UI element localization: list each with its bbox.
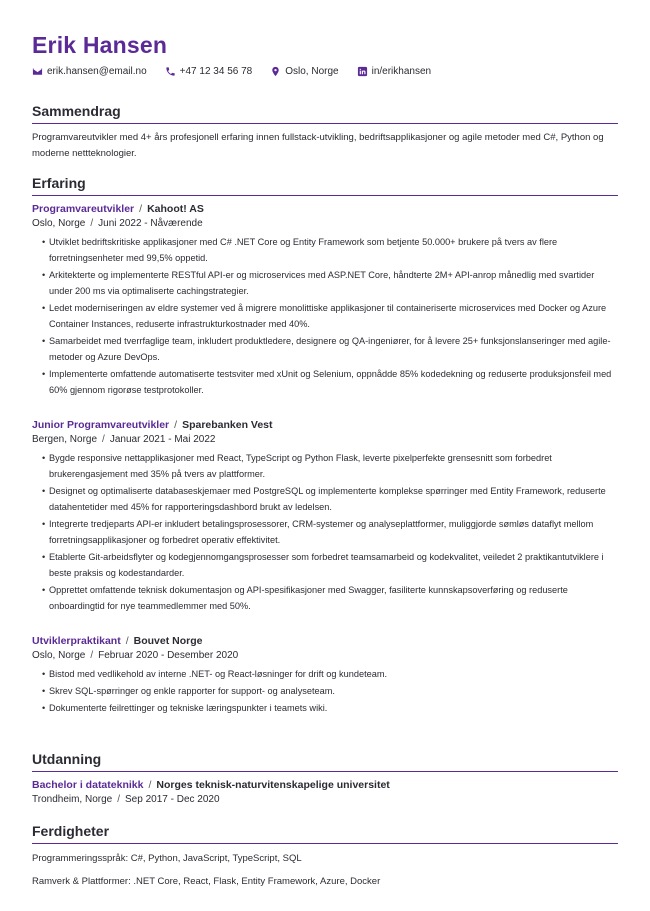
location-pin-icon [270,66,281,77]
contact-email[interactable] [32,66,147,77]
job-dates: Februar 2020 - Desember 2020 [98,650,239,661]
job-company: Kahoot! AS [147,203,204,215]
job-title: Programvareutvikler [32,203,135,215]
experience-section [32,175,618,717]
phone-text: +47 12 34 56 78 [179,66,253,77]
candidate-name: Erik Hansen [32,32,168,58]
job-meta: Oslo, Norge / Juni 2022 - Nåværende [32,218,203,229]
job-bullet: • Dokumenterte feilrettinger og tekniske læringspunkter i teamets wiki. [32,700,618,716]
job-entry [32,202,618,398]
skill-line: Ramverk & Plattformer: .NET Core, React, Flask, Entity Framework, Azure, Docker [32,876,381,887]
job-header: Programvareutvikler / Kahoot! AS [32,203,204,215]
job-entry [32,634,618,716]
linkedin-text: in/erikhansen [371,66,432,77]
job-header: Utviklerpraktikant / Bouvet Norge [32,635,203,647]
job-location: Bergen, Norge [32,434,98,445]
job-bullet: • Bistod med vedlikehold av interne .NET- og React-løsninger for drift og kundeteam. [32,666,618,682]
job-bullet: • Bygde responsive nettapplikasjoner med React, TypeScript og Python Flask, leverte pixelperfekte grensesnitt som forbedret brukerengasjement med 35% på tvers av plattformer. [32,450,618,482]
summary-section [32,103,618,162]
job-dates: Januar 2021 - Mai 2022 [109,434,216,445]
skills-heading: Ferdigheter [32,823,618,844]
job-bullet: • Integrerte tredjeparts API-er inkludert betalingsprosessorer, CRM-systemer og analyseplattformer, muliggjorde sømløs dataflyt mellom forretningsapplikasjoner og forbedret operativ effektivitet. [32,516,618,548]
summary-heading: Sammendrag [32,103,618,124]
job-entry [32,418,618,614]
contact-location [270,66,338,77]
email-text: erik.hansen@email.no [47,66,147,77]
job-title: Junior Programvareutvikler [32,419,170,431]
job-bullet: • Skrev SQL-spørringer og enkle rapporter for support- og analyseteam. [32,683,618,699]
location-text: Oslo, Norge [285,66,339,77]
summary-text: Programvareutvikler med 4+ års profesjonell erfaring innen fullstack-utvikling, bedriftsapplikasjoner og agile metoder med C#, Python og moderne nettteknologier. [32,132,604,159]
job-meta: Oslo, Norge / Februar 2020 - Desember 2020 [32,650,239,661]
job-meta: Bergen, Norge / Januar 2021 - Mai 2022 [32,434,216,445]
job-title: Utviklerpraktikant [32,635,121,647]
job-bullet: • Samarbeidet med tverrfaglige team, inkludert produktledere, designere og QA-ingeniører, for å levere 25+ funksjonslanseringer med agile-metoder og Azure DevOps. [32,333,618,365]
education-meta: Trondheim, Norge / Sep 2017 - Dec 2020 [32,794,220,805]
job-header: Junior Programvareutvikler / Sparebanken Vest [32,419,273,431]
contact-linkedin[interactable] [357,66,431,77]
job-location: Oslo, Norge [32,218,86,229]
job-bullet: • Etablerte Git-arbeidsflyter og kodegjennomgangsprosesser som forbedret teamsamarbeid og kodekvalitet, veiledet 2 praktikantutviklere i beste praksis og kodestandarder. [32,549,618,581]
job-company: Sparebanken Vest [182,419,273,431]
education-location: Trondheim, Norge [32,794,113,805]
education-section [32,751,618,808]
job-bullets [32,666,618,716]
job-bullet: • Arkitekterte og implementerte RESTful API-er og microservices med ASP.NET Core, håndterte 2M+ API-anrop månedlig med svartider under 200 ms via optimaliserte cachingstrategier. [32,267,618,299]
job-dates: Juni 2022 - Nåværende [98,218,203,229]
email-icon [32,66,43,77]
job-bullet: • Ledet moderniseringen av eldre systemer ved å migrere monolittiske applikasjoner til containeriserte microservices med Docker og Azure Container Instances, reduserte infrastrukturkostnader med 40%. [32,300,618,332]
education-dates: Sep 2017 - Dec 2020 [125,794,220,805]
job-bullets [32,234,618,398]
linkedin-icon [357,66,368,77]
contact-bar [32,66,449,77]
contact-phone[interactable] [165,66,253,77]
education-heading: Utdanning [32,751,618,772]
job-bullet: • Opprettet omfattende teknisk dokumentasjon og API-spesifikasjoner med Swagger, fasiliterte kunnskapsoverføring og reduserte onboardingtid for nye teammedlemmer med 50%. [32,582,618,614]
experience-heading: Erfaring [32,175,618,196]
job-bullet: • Utviklet bedriftskritiske applikasjoner med C# .NET Core og Entity Framework som betjente 50.000+ brukere på tvers av flere forretningsenheter med 99,5% oppetid. [32,234,618,266]
job-location: Oslo, Norge [32,650,86,661]
job-bullet: • Designet og optimaliserte databaseskjemaer med PostgreSQL og implementerte komplekse spørringer med Entity Framework, reduserte datahentetider med 45% for rapporteringsdashbord brukt av ledelsen. [32,483,618,515]
education-header: Bachelor i datateknikk / Norges teknisk-naturvitenskapelige universitet [32,779,390,791]
degree: Bachelor i datateknikk [32,779,144,791]
school: Norges teknisk-naturvitenskapelige universitet [156,779,390,791]
skills-section [32,823,618,898]
job-bullet: • Implementerte omfattende automatiserte testsviter med xUnit og Selenium, oppnådde 85% kodedekning og reduserte produksjonsfeil med 60% gjennom rigorøse testprotokoller. [32,366,618,398]
phone-icon [165,66,176,77]
job-bullets [32,450,618,614]
skill-line: Programmeringsspråk: C#, Python, JavaScript, TypeScript, SQL [32,853,302,864]
job-company: Bouvet Norge [133,635,203,647]
